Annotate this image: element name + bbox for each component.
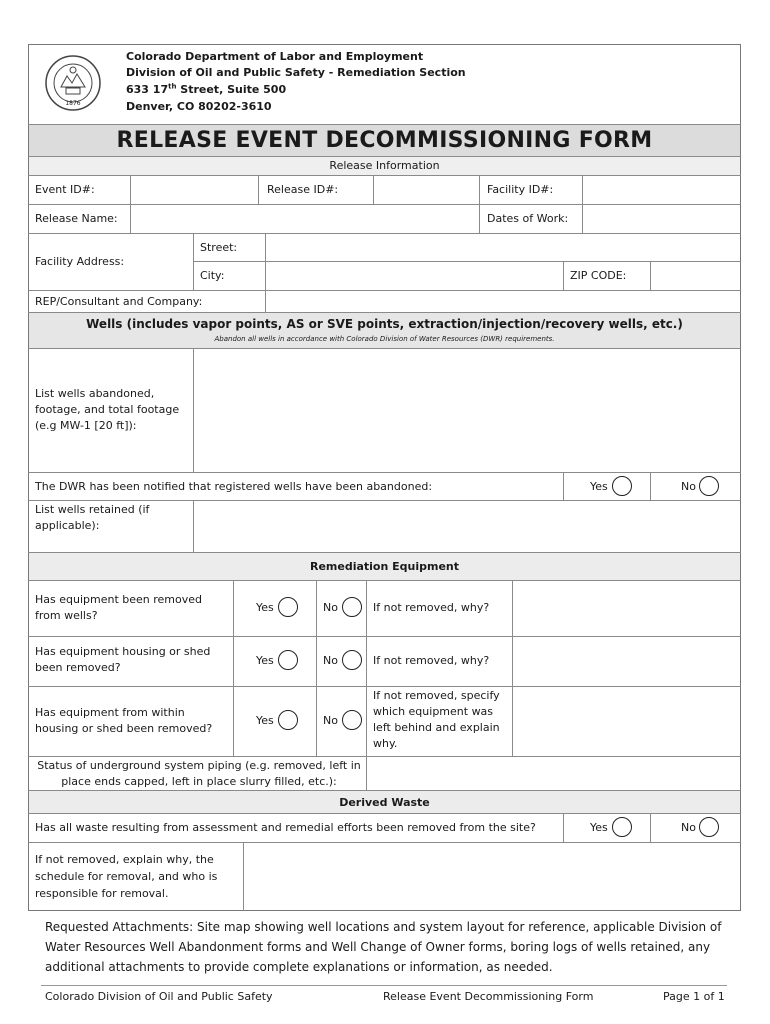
- q1-no-radio[interactable]: [342, 597, 362, 617]
- release-id-field[interactable]: [374, 176, 479, 204]
- street-address: 633 17th Street, Suite 500: [126, 82, 287, 96]
- q3-no-radio[interactable]: [342, 710, 362, 730]
- q2-no-label: No: [323, 654, 338, 667]
- zip-code-label: ZIP CODE:: [570, 269, 627, 282]
- derived-waste-heading: Derived Waste: [339, 796, 430, 809]
- wells-abandoned-field[interactable]: [194, 349, 744, 476]
- waste-yes-radio[interactable]: [612, 817, 632, 837]
- rep-consultant-label: REP/Consultant and Company:: [35, 295, 203, 308]
- q1-no-label: No: [323, 601, 338, 614]
- dwr-no-radio[interactable]: [699, 476, 719, 496]
- underground-piping-field[interactable]: [367, 757, 740, 790]
- waste-no-radio[interactable]: [699, 817, 719, 837]
- dwr-yes-radio[interactable]: [612, 476, 632, 496]
- q1-yes-radio[interactable]: [278, 597, 298, 617]
- q2-why-label: If not removed, why?: [373, 654, 490, 667]
- street-field[interactable]: [266, 234, 740, 261]
- dwr-no-label: No: [681, 480, 696, 493]
- dwr-notified-label: The DWR has been notified that registered wells have been abandoned:: [35, 480, 433, 493]
- q3-yes-label: Yes: [256, 714, 274, 727]
- facility-id-label: Facility ID#:: [487, 183, 554, 196]
- equipment-within-housing-removed-label: Has equipment from within housing or shed been removed?: [35, 706, 213, 735]
- q3-no-label: No: [323, 714, 338, 727]
- q2-yes-label: Yes: [256, 654, 274, 667]
- equipment-removed-wells-label: Has equipment been removed from wells?: [35, 593, 203, 622]
- release-name-label: Release Name:: [35, 212, 118, 225]
- department-name: Colorado Department of Labor and Employment: [126, 50, 424, 63]
- footer-agency: Colorado Division of Oil and Public Safety: [45, 990, 273, 1003]
- facility-address-label: Facility Address:: [35, 255, 125, 268]
- q2-yes-radio[interactable]: [278, 650, 298, 670]
- division-name: Division of Oil and Public Safety - Remediation Section: [126, 66, 466, 79]
- city-label: City:: [200, 269, 225, 282]
- zip-code-field[interactable]: [651, 262, 740, 289]
- q1-why-field[interactable]: [513, 581, 740, 636]
- waste-explain-field[interactable]: [244, 843, 744, 914]
- release-id-label: Release ID#:: [267, 183, 339, 196]
- footer-form-name: Release Event Decommissioning Form: [383, 990, 594, 1003]
- requested-attachments-text: Requested Attachments: Site map showing well locations and system layout for reference, applicable Division of Water Resources Well Abandonment forms and Well Change of Owner forms, boring logs of wells retained, any additional attachments to provide complete explanations or information, as needed.: [45, 920, 722, 974]
- form-title: RELEASE EVENT DECOMMISSIONING FORM: [116, 128, 653, 153]
- facility-id-field[interactable]: [583, 176, 740, 204]
- wells-heading: Wells (includes vapor points, AS or SVE points, extraction/injection/recovery wells, etc.): [86, 317, 683, 331]
- event-id-label: Event ID#:: [35, 183, 95, 196]
- dwr-yes-label: Yes: [590, 480, 608, 493]
- city-field[interactable]: [266, 262, 563, 289]
- rep-consultant-field[interactable]: [266, 291, 740, 312]
- wells-subheading: Abandon all wells in accordance with Colorado Division of Water Resources (DWR) requirements.: [214, 335, 555, 343]
- list-wells-abandoned-label: List wells abandoned, footage, and total footage (e.g MW-1 [20 ft]):: [35, 387, 180, 432]
- remediation-equipment-heading: Remediation Equipment: [309, 560, 460, 573]
- q2-why-field[interactable]: [513, 637, 740, 686]
- street-label: Street:: [200, 241, 238, 254]
- state-seal: [44, 54, 102, 112]
- q1-why-label: If not removed, why?: [373, 601, 490, 614]
- waste-removed-label: Has all waste resulting from assessment and remedial efforts been removed from the site?: [35, 821, 536, 834]
- wells-retained-field[interactable]: [194, 501, 744, 556]
- q1-yes-label: Yes: [256, 601, 274, 614]
- underground-piping-label: Status of underground system piping (e.g. removed, left in place ends capped, left in place slurry filled, etc.):: [37, 759, 361, 788]
- footer-page-number: Page 1 of 1: [663, 990, 725, 1003]
- dates-of-work-field[interactable]: [583, 205, 740, 233]
- release-info-heading: Release Information: [329, 159, 440, 172]
- seal-year: 1876: [65, 100, 81, 107]
- q3-specify-label: If not removed, specify which equipment was left behind and explain why.: [373, 689, 500, 750]
- list-wells-retained-label: List wells retained (if applicable):: [35, 503, 150, 532]
- q3-specify-field[interactable]: [513, 687, 740, 756]
- event-id-field[interactable]: [131, 176, 258, 204]
- equipment-housing-removed-label: Has equipment housing or shed been removed?: [35, 645, 211, 674]
- waste-yes-label: Yes: [590, 821, 608, 834]
- q2-no-radio[interactable]: [342, 650, 362, 670]
- release-name-field[interactable]: [131, 205, 479, 233]
- waste-no-label: No: [681, 821, 696, 834]
- q3-yes-radio[interactable]: [278, 710, 298, 730]
- dates-of-work-label: Dates of Work:: [487, 212, 569, 225]
- waste-explain-label: If not removed, explain why, the schedule for removal, and who is responsible for removal.: [35, 853, 218, 900]
- city-address: Denver, CO 80202-3610: [126, 100, 272, 113]
